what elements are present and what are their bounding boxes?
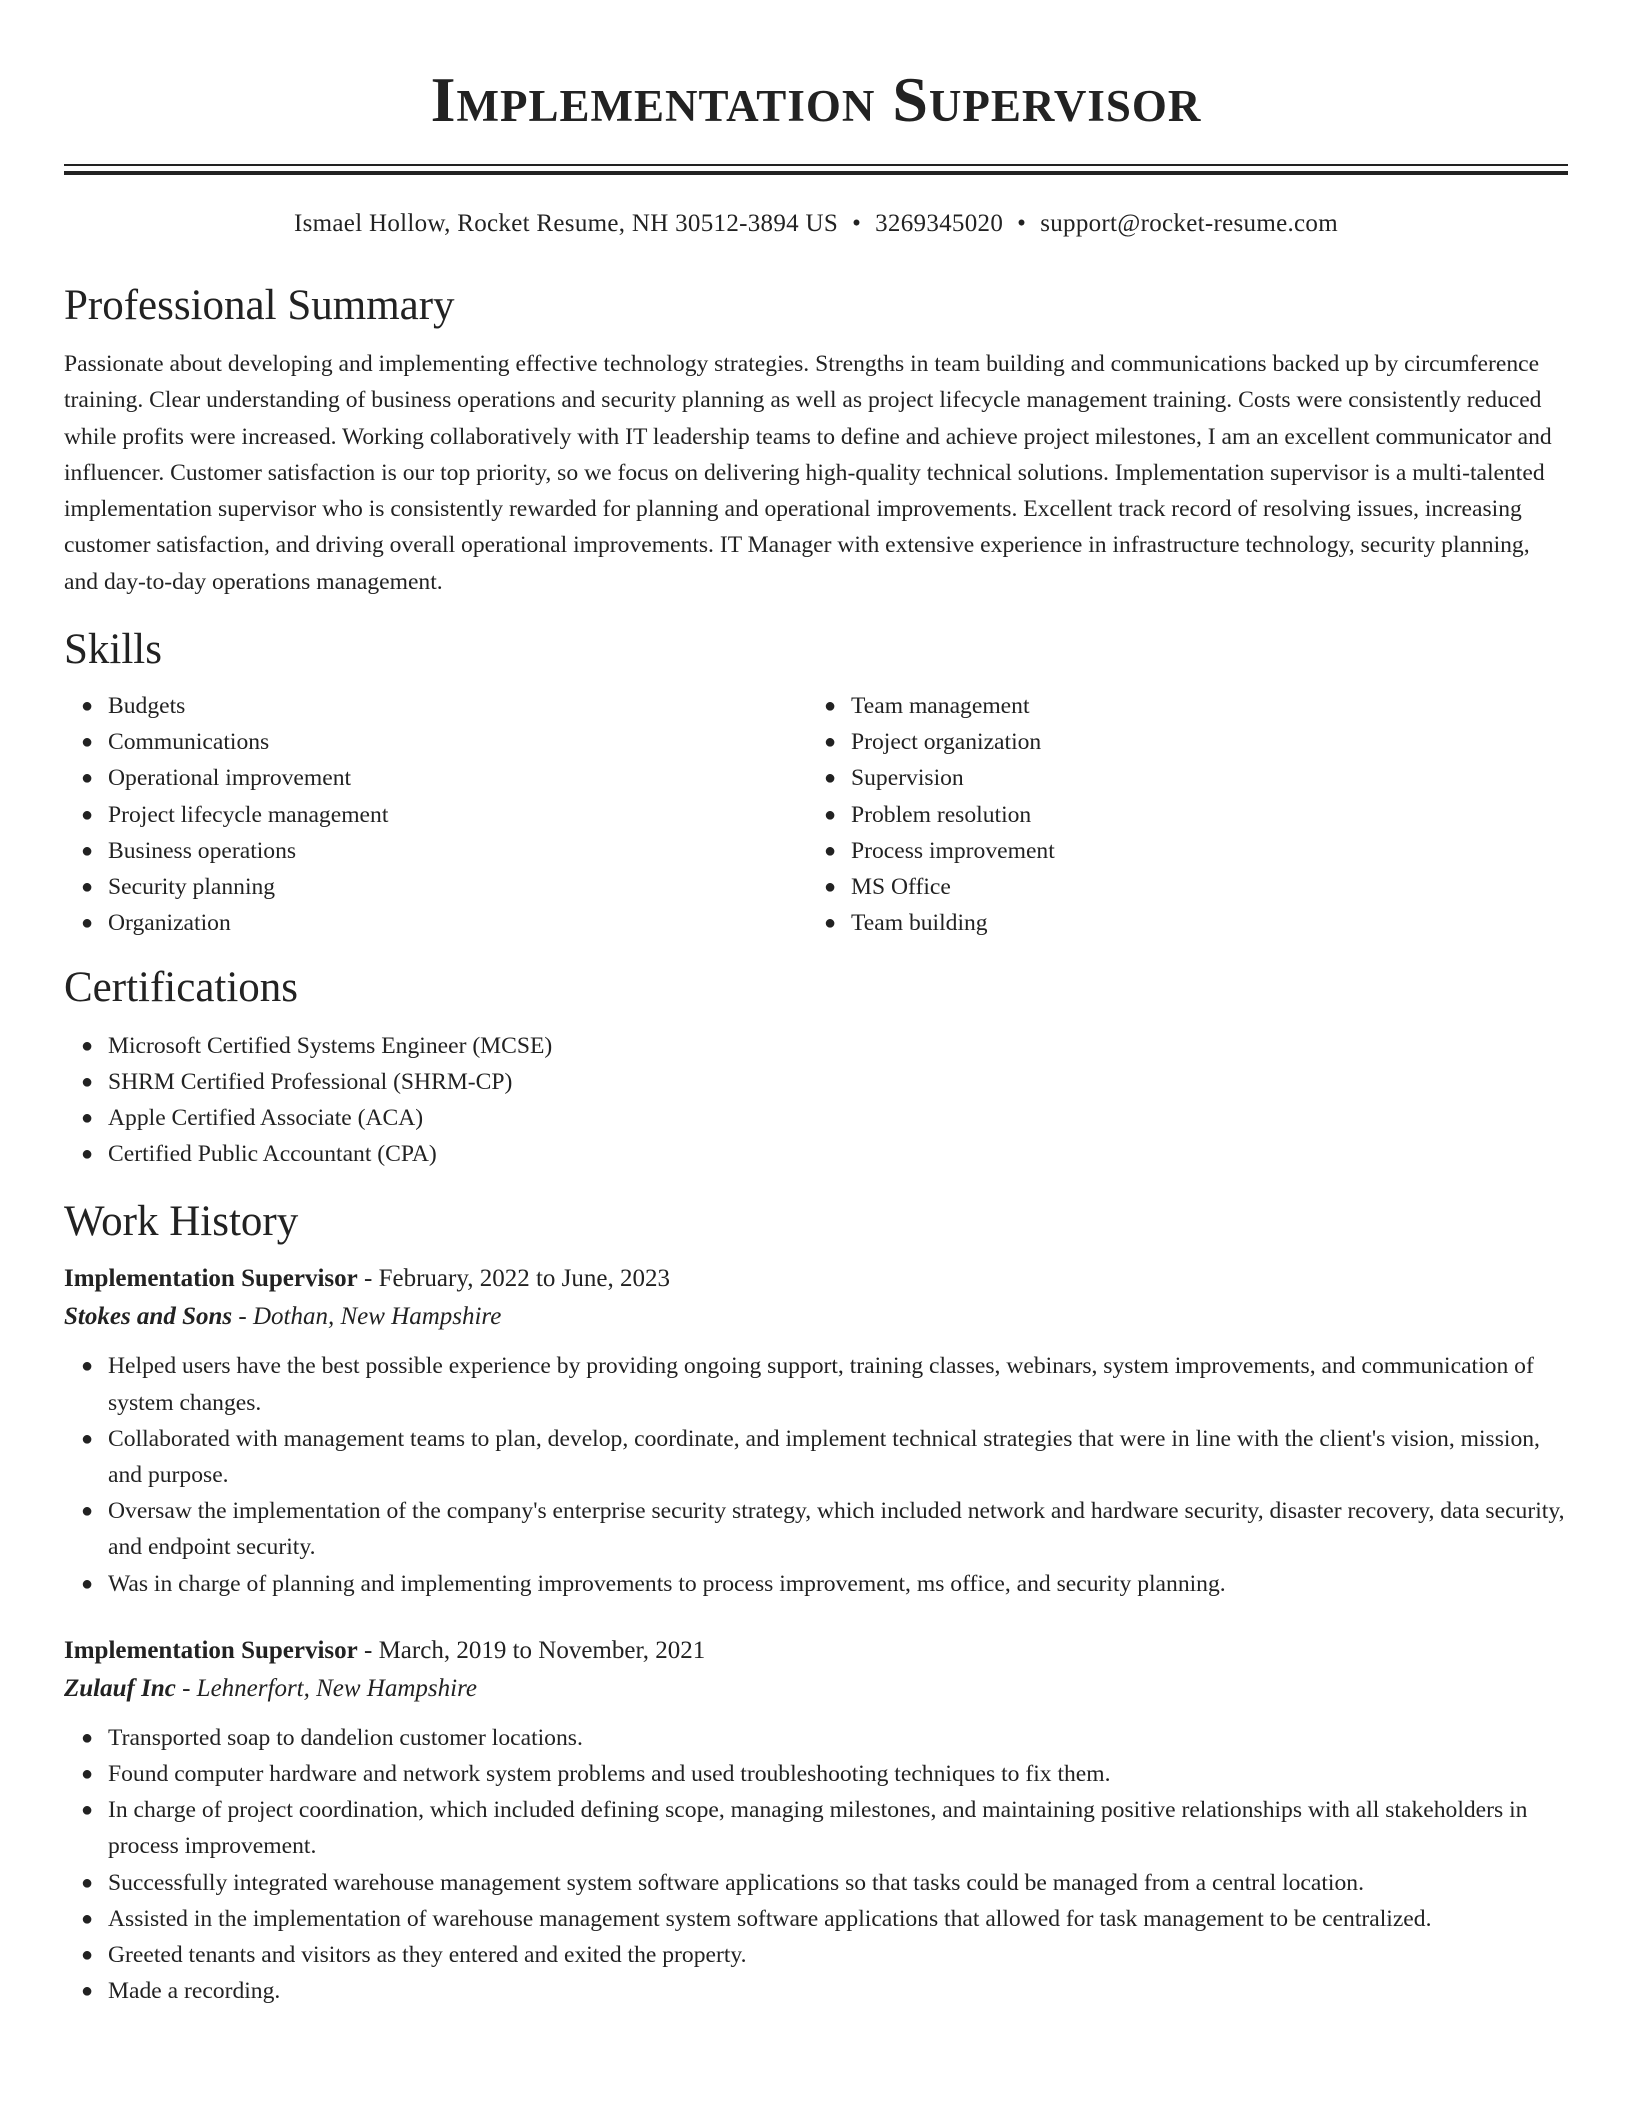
contact-line xyxy=(64,208,1568,240)
bullet-icon: ● xyxy=(81,839,94,862)
skill-item: ● Team building xyxy=(851,905,1550,941)
skill-item: ● Supervision xyxy=(851,760,1550,796)
bullet-icon: ● xyxy=(81,1500,94,1523)
summary-heading: Professional Summary xyxy=(64,282,455,329)
bullet-icon: ● xyxy=(824,876,837,899)
skills-heading: Skills xyxy=(64,626,162,674)
job-bullets xyxy=(64,1720,1568,2010)
job-bullet: ● Was in charge of planning and implementing improvements to process improvement, ms office, and security planning. xyxy=(108,1566,1568,1602)
certification-item: ● Apple Certified Associate (ACA) xyxy=(108,1100,1568,1136)
skills-column-left xyxy=(64,688,807,941)
certifications-heading: Certifications xyxy=(64,963,299,1011)
bullet-icon: ● xyxy=(81,1799,94,1822)
job-header xyxy=(64,1632,1568,1670)
bullet-icon: ● xyxy=(81,767,94,790)
job-title: Implementation Supervisor xyxy=(64,1265,358,1293)
job-entry xyxy=(64,1260,1568,1601)
skills-list-right xyxy=(807,688,1550,941)
bullet-icon: ● xyxy=(824,767,837,790)
title-divider xyxy=(64,164,1568,175)
skills-grid xyxy=(64,688,1568,941)
bullet-icon: ● xyxy=(824,912,837,935)
work-history-heading: Work History xyxy=(64,1198,299,1246)
skill-item: ● Project organization xyxy=(851,724,1550,760)
certification-item: ● Microsoft Certified Systems Engineer (MCSE) xyxy=(108,1028,1568,1064)
bullet-icon: ● xyxy=(81,803,94,826)
bullet-icon: ● xyxy=(81,1572,94,1595)
job-dates: - February, 2022 to June, 2023 xyxy=(357,1265,670,1293)
bullet-icon: ● xyxy=(824,695,837,718)
contact-email: support@rocket-resume.com xyxy=(1040,210,1338,237)
bullet-icon: ● xyxy=(81,1427,94,1450)
contact-separator: • xyxy=(1017,210,1027,237)
job-bullet: ● Made a recording. xyxy=(108,1973,1568,2009)
job-bullet: ● Transported soap to dandelion customer locations. xyxy=(108,1720,1568,1756)
bullet-icon: ● xyxy=(81,731,94,754)
job-dates: - March, 2019 to November, 2021 xyxy=(357,1636,706,1664)
resume-page xyxy=(64,0,1568,2009)
job-title: Implementation Supervisor xyxy=(64,1636,358,1664)
contact-address: Ismael Hollow, Rocket Resume, NH 30512-3894 US xyxy=(294,210,839,237)
bullet-icon: ● xyxy=(81,912,94,935)
bullet-icon: ● xyxy=(81,1943,94,1966)
job-bullet: ● Oversaw the implementation of the company's enterprise security strategy, which included network and hardware security, disaster recovery, data security, and endpoint security. xyxy=(108,1493,1568,1565)
skill-item: ● Security planning xyxy=(108,869,807,905)
contact-separator: • xyxy=(852,210,862,237)
bullet-icon: ● xyxy=(81,1980,94,2003)
bullet-icon: ● xyxy=(824,731,837,754)
skill-item: ● Problem resolution xyxy=(851,797,1550,833)
job-location: - Dothan, New Hampshire xyxy=(232,1303,502,1331)
job-header xyxy=(64,1260,1568,1298)
bullet-icon: ● xyxy=(81,1907,94,1930)
skill-item: ● Budgets xyxy=(108,688,807,724)
skill-item: ● Communications xyxy=(108,724,807,760)
certification-item: ● SHRM Certified Professional (SHRM-CP) xyxy=(108,1064,1568,1100)
bullet-icon: ● xyxy=(81,1762,94,1785)
job-bullet: ● In charge of project coordination, which included defining scope, managing milestones, and maintaining positive relationships with all stakeholders in process improvement. xyxy=(108,1792,1568,1864)
bullet-icon: ● xyxy=(81,1106,94,1129)
skill-item: ● MS Office xyxy=(851,869,1550,905)
job-bullet: ● Greeted tenants and visitors as they entered and exited the property. xyxy=(108,1937,1568,1973)
bullet-icon: ● xyxy=(81,1355,94,1378)
job-bullet: ● Collaborated with management teams to plan, develop, coordinate, and implement technical strategies that were in line with the client's vision, mission, and purpose. xyxy=(108,1421,1568,1493)
bullet-icon: ● xyxy=(81,1726,94,1749)
resume-title: Implementation Supervisor xyxy=(430,64,1202,135)
skills-column-right xyxy=(807,688,1550,941)
certifications-list xyxy=(64,1028,1568,1173)
bullet-icon: ● xyxy=(81,876,94,899)
job-bullet: ● Successfully integrated warehouse management system software applications so that tasks could be managed from a central location. xyxy=(108,1865,1568,1901)
job-bullet: ● Found computer hardware and network system problems and used troubleshooting techniques to fix them. xyxy=(108,1756,1568,1792)
contact-phone: 3269345020 xyxy=(875,210,1004,237)
skill-item: ● Business operations xyxy=(108,833,807,869)
summary-text: Passionate about developing and implementing effective technology strategies. Strengths in team building and communications backed up by circumference training. Clear understanding of business operations and security planning as well as project lifecycle management training. Costs were consistently reduced while profits were increased. Working collaboratively with IT leadership teams to define and achieve project milestones, I am an excellent communicator and influencer. Customer satisfaction is our top priority, so we focus on delivering high-quality technical solutions. Implementation supervisor is a multi-talented implementation supervisor who is consistently rewarded for planning and operational improvements. Excellent track record of resolving issues, increasing customer satisfaction, and driving overall operational improvements. IT Manager with extensive experience in infrastructure technology, security planning, and day-to-day operations management. xyxy=(64,351,1552,595)
job-bullet: ● Assisted in the implementation of warehouse management system software applications that allowed for task management to be centralized. xyxy=(108,1901,1568,1937)
skill-item: ● Organization xyxy=(108,905,807,941)
certification-item: ● Certified Public Accountant (CPA) xyxy=(108,1136,1568,1172)
job-company: Zulauf Inc xyxy=(64,1674,176,1702)
job-company: Stokes and Sons xyxy=(64,1303,233,1331)
bullet-icon: ● xyxy=(81,1871,94,1894)
bullet-icon: ● xyxy=(81,1070,94,1093)
job-entry xyxy=(64,1632,1568,2010)
bullet-icon: ● xyxy=(824,839,837,862)
skills-list-left xyxy=(64,688,807,941)
bullet-icon: ● xyxy=(81,695,94,718)
job-employer xyxy=(64,1298,1568,1336)
job-location: - Lehnerfort, New Hampshire xyxy=(175,1674,477,1702)
job-employer xyxy=(64,1670,1568,1708)
bullet-icon: ● xyxy=(824,803,837,826)
bullet-icon: ● xyxy=(81,1143,94,1166)
skill-item: ● Process improvement xyxy=(851,833,1550,869)
skill-item: ● Operational improvement xyxy=(108,760,807,796)
skill-item: ● Team management xyxy=(851,688,1550,724)
job-bullets xyxy=(64,1348,1568,1601)
bullet-icon: ● xyxy=(81,1034,94,1057)
job-bullet: ● Helped users have the best possible experience by providing ongoing support, training classes, webinars, system improvements, and communication of system changes. xyxy=(108,1348,1568,1420)
skill-item: ● Project lifecycle management xyxy=(108,797,807,833)
